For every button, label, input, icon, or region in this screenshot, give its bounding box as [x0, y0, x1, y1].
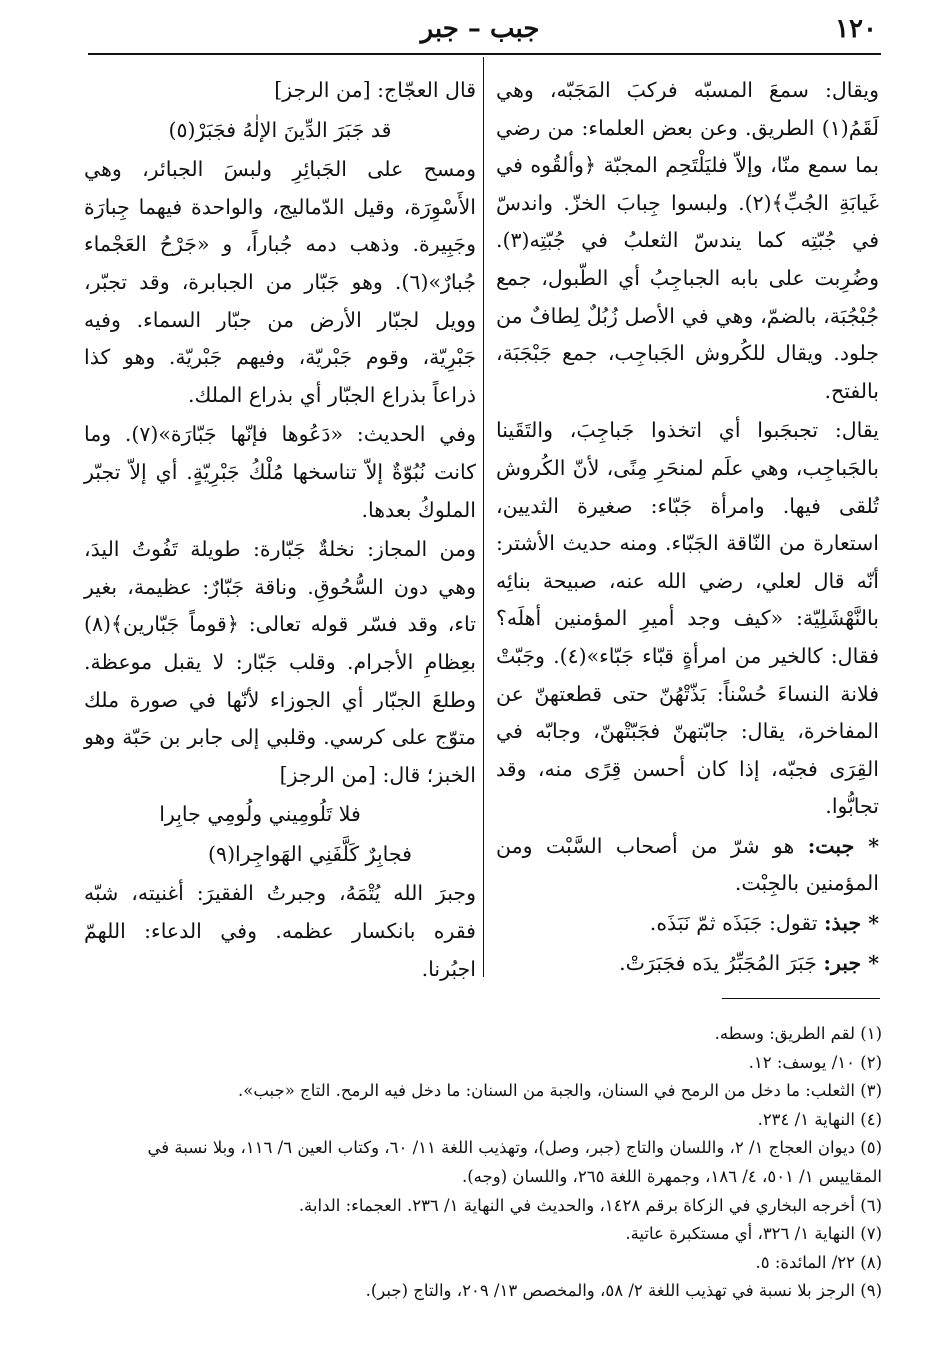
paragraph: ويقال: سمعَ المسبّه فركبَ المَجَبّه، وهي لَقَمُ(١) الطريق. وعن بعض العلماء: من رضي بما سمع منّا، وإلاّ فليَلْتَحِم المجبّة ﴿وألقُوه في غَيابَةِ الجُبِّ﴾(٢). ولبسوا جِبابَ الخزّ. واندسّ في جُبّتِه كما يندسّ الثعلبُ في جُبّتِه(٣). وضُرِبت على بابه الجباجِبُ أي الطّبول، جمع جُبْجُبَة، بالضمّ، وهي في الأصل زُبُلٌ لِطافٌ من جلود. ويقال للكُروش الجَباجِب، جمع جَبْجَبَة، بالفتح.: [496, 78, 879, 403]
running-head: جبب – جبر: [420, 14, 540, 44]
footnote: (٣) الثعلب: ما دخل من الرمح في السنان، والجبة من السنان: ما دخل فيه الرمح. التاج «جبب».: [238, 1081, 882, 1101]
right-column: [496, 72, 879, 982]
footnote: (٦) أخرجه البخاري في الزكاة برقم ١٤٢٨، والحديث في النهاية ١/ ٢٣٦. العجماء: الدابة.: [298, 1195, 882, 1215]
paragraph: يقال: تجبجَبوا أي اتخذوا جَباجِبَ، والتَقَينا بالجَباجِب، وهي علَم لمنحَرِ مِنًى، لأنّ الكُروش تُلقى فيها. وامرأة جَبّاء: صغيرة الثديين، استعارة من النّاقة الجَبّاء. ومنه حديث الأشتر: أنّه قال لعلي، رضي الله عنه، صبيحة بنائِه بالنَّهْشَلِيّة: «كيف وجد أميرِ المؤمنين أهلَه؟ فقال: كالخير من امرأةٍ قبّاء جَبّاء»(٤). وجَبّتْ فلانة النساءَ حُسْناً: بَذّتْهُنّ حتى قطعتهنّ عن المفاخرة، يقال: جابّتهنّ فجَبّتْهنّ، وجابّه في القِرَى فجبّه، إذا كان أحسن قِرًى منه، وقد تجابُّوا.: [496, 418, 879, 819]
footnote: (٩) الرجز بلا نسبة في تهذيب اللغة ٢/ ٥٨، والمخصص ١٣/ ٢٠٩، والتاج (جبر).: [365, 1281, 882, 1301]
footnotes: [82, 1020, 882, 1306]
footnote: (٤) النهاية ١/ ٢٣٤.: [757, 1109, 882, 1129]
left-column: [84, 72, 476, 988]
footnote: (٥) ديوان العجاج ١/ ٢، واللسان والتاج (جبر، وصل)، وتهذيب اللغة ١١/ ٦٠، وكتاب العين ٦/ ١١٦، وبلا نسبة في المقاييس ١/ ٥٠١، ٤/ ١٨٦، وجمهرة اللغة ٢٦٥، واللسان (وجه).: [147, 1138, 882, 1186]
footnote-rule: [722, 998, 880, 999]
header-rule: [88, 53, 881, 55]
column-divider: [483, 57, 484, 977]
entry-jbdh: [496, 905, 879, 943]
footnote: (٨) ٢٢/ المائدة: ٥.: [755, 1252, 882, 1272]
verse-line: فجابِرٌ كَلَّفَنِي الهَواجِرا(٩): [208, 841, 412, 866]
entry-jbt: [496, 828, 879, 903]
paragraph: وجبرَ الله يُتْمَهُ، وجبرتُ الفقيرَ: أغنيته، شبّه فقره بانكسار عظمه. وفي الدعاء: اللهمّ اجبُرنا.: [84, 881, 476, 981]
paragraph: وفي الحديث: «دَعُوها فإنّها جَبّارَة»(٧). وما كانت نُبُوّةٌ إلاّ تناسخها مُلْكُ جَبْرِيّةٍ. أي إلاّ تجبّر الملوكُ بعدها.: [84, 422, 476, 522]
verse-line: قد جَبَرَ الدِّينَ الإلٰهُ فجَبَرْ(٥): [168, 117, 392, 142]
footnote: (٧) النهاية ١/ ٣٢٦، أي مستكبرة عاتية.: [625, 1224, 882, 1244]
footnote: (٢) ١٠/ يوسف: ١٢.: [748, 1052, 882, 1072]
footnote: (١) لقم الطريق: وسطه.: [714, 1024, 882, 1043]
verse-intro: قال العجّاج: [من الرجز]: [274, 78, 476, 102]
entry-headword: * جبر:: [823, 950, 879, 975]
page-number: ١٢٠: [835, 14, 877, 44]
verse-line: فلا تَلُومِيني ولُومِي جابِرا: [159, 802, 361, 827]
entry-jbr: [496, 945, 879, 983]
entry-headword: * جبذ:: [823, 911, 879, 936]
paragraph: ومن المجاز: نخلةٌ جَبّارة: طويلة تَفُوتُ اليدَ، وهي دون السُّحُوقِ. وناقة جَبّارٌ: عظيمة، بغير تاء، وقد فسّر قوله تعالى: ﴿قوماً جَبّارين﴾(٨) بعِظامِ الأجرام. وقلب جَبّار: لا يقبل موعظة. وطلعَ الجبّار أي الجوزاء لأنّها في صورة ملك متوّج على كرسي. وقلبي إلى جابر بن حَبّة وهو الخبز؛ قال: [من الرجز]: [84, 537, 476, 787]
entry-text: جَبَرَ المُجَبِّرُ يدَه فجَبَرَتْ.: [619, 950, 824, 975]
entry-text: تقول: جَبَذَه ثمّ نَبَذَه.: [649, 911, 824, 936]
page-header: [0, 0, 939, 50]
entry-headword: * جبت:: [807, 833, 880, 858]
entry-text: هو شرّ من أصحاب السَّبْت ومن المؤمنين بالجِبْت.: [496, 833, 879, 896]
paragraph: ومسح على الجَبائِرِ ولبسَ الجبائر، وهي الأَسْوِرَة، وقيل الدّماليج، والواحدة فيهما جِبارَة وجَبِيرة. وذهب دمه جُباراً، و «جَرْحُ العَجْماء جُبارٌ»(٦). وهو جَبّار من الجبابرة، وقد تجبّر، وويل لجبّار الأرض من جبّار السماء. وفيه جَبْرِيّة، وقوم جَبْريّة، وفيهم جَبْريّة. وهو كذا ذراعاً بذراع الجبّار أي بذراع الملك.: [84, 157, 476, 407]
